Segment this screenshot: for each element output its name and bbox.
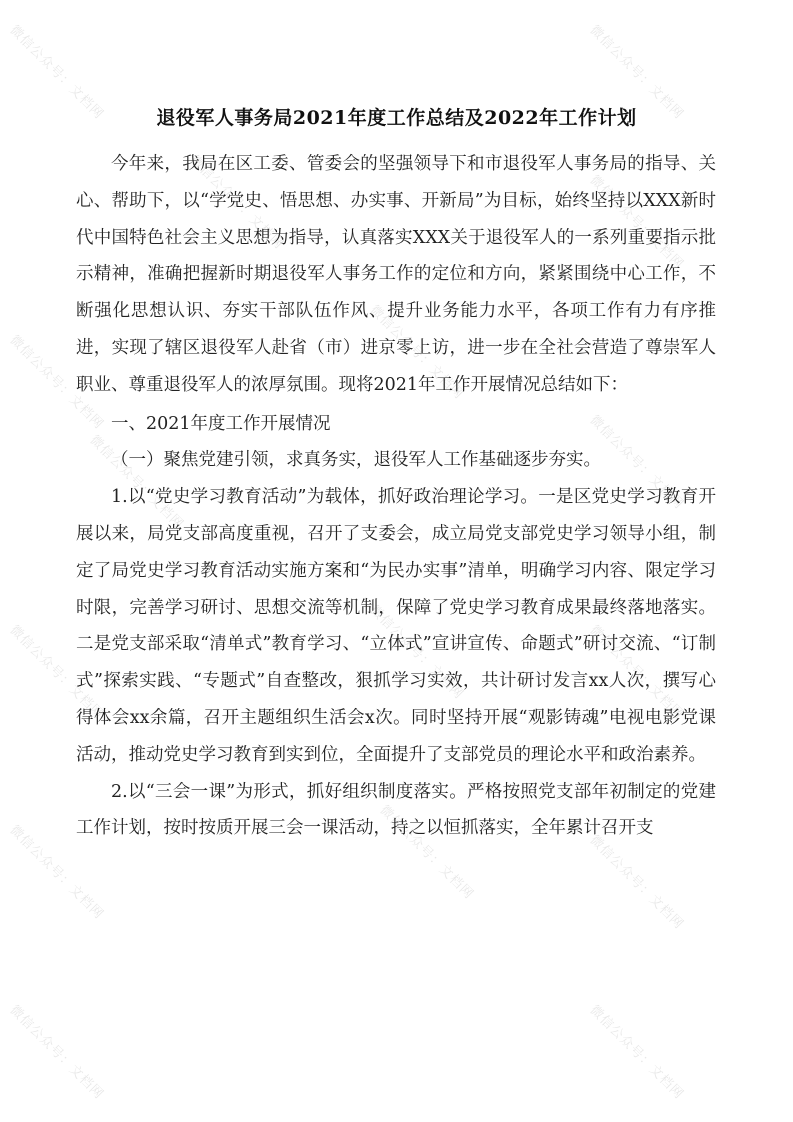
watermark-text: 微信公众号：文档网 xyxy=(6,22,107,123)
watermark-text: 微信公众号：文档网 xyxy=(366,302,467,403)
watermark-text: 微信公众号：文档网 xyxy=(586,832,687,933)
watermark-text: 微信公众号：文档网 xyxy=(86,432,187,533)
watermark-text: 微信公众号：文档网 xyxy=(586,412,687,513)
subsection-heading: （一）聚焦党建引领，求真务实，退役军人工作基础逐步夯实。 xyxy=(111,450,601,471)
watermark-text: 微信公众号：文档网 xyxy=(186,152,287,253)
section-heading: 一、2021年度工作开展情况 xyxy=(111,413,331,434)
document-title: 退役军人事务局2021年度工作总结及2022年工作计划 xyxy=(156,107,637,129)
watermark-text: 微信公众号：文档网 xyxy=(6,822,107,923)
item-paragraph: 1.以“党史学习教育活动”为载体，抓好政治理论学习。一是区党史学习教育开展以来，局党支部高度重视，召开了支委会，成立局党支部党史学习领导小组，制定了局党史学习教育活动实施方案和“为民办实事”清单，明确学习内容、限定学习时限，完善学习研讨、思想交流等机制，保障了党史学习教育成果最终落地落实。二是党支部采取“清单式”教育学习、“立体式”宣讲宣传、命题式”研讨交流、“订制式”探索实践、“专题式”自查整改，狠抓学习实效，共计研讨发言xx人次，撰写心得体会xx余篇，召开主题组织生活会x次。同时坚持开展“观影铸魂”电视电影党课活动，推动党史学习教育到实到位，全面提升了支部党员的理论水平和政治素养。 xyxy=(76,487,716,765)
watermark-text: 微信公众号：文档网 xyxy=(586,172,687,273)
watermark-text: 微信公众号：文档网 xyxy=(6,1002,107,1103)
document-body xyxy=(76,146,716,847)
watermark-text: 微信公众号：文档网 xyxy=(586,22,687,123)
watermark-text: 微信公众号：文档网 xyxy=(376,802,477,903)
watermark-text: 微信公众号：文档网 xyxy=(6,622,107,723)
watermark-text: 微信公众号：文档网 xyxy=(586,622,687,723)
watermark-text: 微信公众号：文档网 xyxy=(366,602,467,703)
item-paragraph: 2.以“三会一课”为形式，抓好组织制度落实。严格按照党支部年初制定的党建工作计划，按时按质开展三会一课活动，持之以恒抓落实，全年累计召开支 xyxy=(76,781,716,839)
intro-paragraph: 今年来，我局在区工委、管委会的坚强领导下和市退役军人事务局的指导、关心、帮助下，以“学党史、悟思想、办实事、开新局”为目标，始终坚持以XXX新时代中国特色社会主义思想为指导，认真落实XXX关于退役军人的一系列重要指示批示精神，准确把握新时期退役军人事务工作的定位和方向，紧紧围绕中心工作，不断强化思想认识、夯实干部队伍作风、提升业务能力水平，各项工作有力有序推进，实现了辖区退役军人赴省（市）进京零上访，进一步在全社会营造了尊崇军人职业、尊重退役军人的浓厚氛围。现将2021年工作开展情况总结如下： xyxy=(76,154,716,395)
watermark-text: 微信公众号：文档网 xyxy=(6,332,107,433)
watermark-text: 微信公众号：文档网 xyxy=(586,1002,687,1103)
